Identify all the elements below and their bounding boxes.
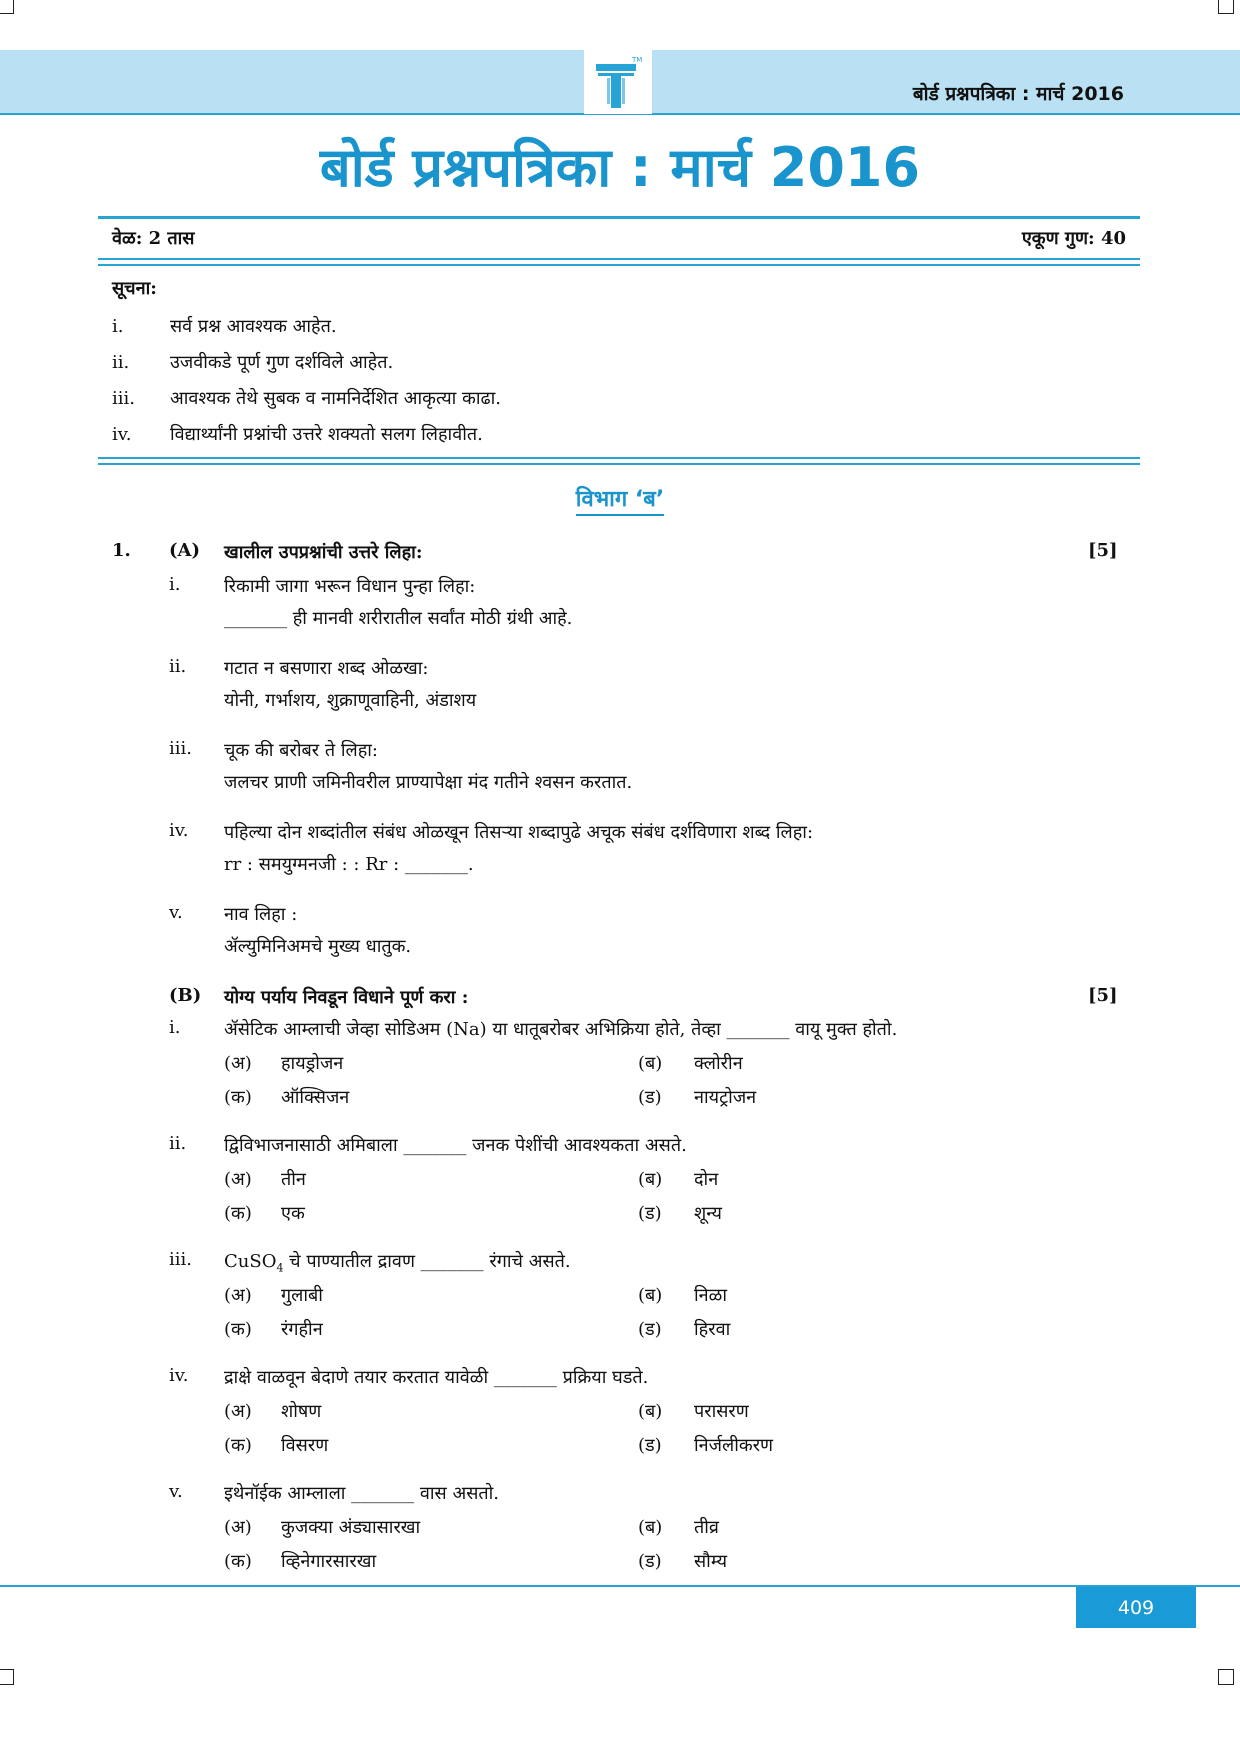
instructions-rule-1 [98,457,1140,459]
a-item-num: iii. [169,738,192,759]
b-item-stem: ॲसेटिक आम्लाची जेव्हा सोडिअम (Na) या धातूबरोबर अभिक्रिया होते, तेव्हा _______ वायू मुक्त होतो. [224,1019,898,1040]
instructions-rule-2 [98,463,1140,465]
option-key: (क) [224,1203,252,1224]
page-title: बोर्ड प्रश्नपत्रिका : मार्च 2016 [319,136,921,199]
a-item-num: ii. [169,656,187,677]
b-item-stem [224,1249,571,1275]
option-key: (ड) [638,1319,662,1340]
option-value: रंगहीन [281,1319,323,1340]
part-a-label: (A) [169,540,200,561]
instruction-item [112,344,1112,380]
option-value: परासरण [694,1401,749,1422]
instruction-text: विद्यार्थ्यांनी प्रश्नांची उत्तरे शक्यतो सलग लिहावीत. [170,424,483,445]
option-value: नायट्रोजन [694,1087,757,1108]
option-value: शून्य [694,1203,722,1224]
crop-mark-bottom-left [0,1669,14,1685]
option-key: (क) [224,1319,252,1340]
meta-rule-top [98,216,1140,219]
time-label: वेळ: 2 तास [112,228,195,249]
option-value: गुलाबी [281,1285,323,1306]
a-item-line2: योनी, गर्भाशय, शुक्राणूवाहिनी, अंडाशय [224,690,477,711]
option-value: व्हिनेगारसारखा [281,1551,377,1572]
option-value: विसरण [281,1435,329,1456]
option-key: (अ) [224,1053,252,1074]
a-item-line1: रिकामी जागा भरून विधान पुन्हा लिहा: [224,576,476,597]
option-value: ऑक्सिजन [281,1087,350,1108]
b-item-num: v. [169,1481,183,1502]
part-b-label: (B) [169,985,202,1006]
instruction-num: ii. [112,351,130,373]
meta-row [112,226,1126,250]
b-item-num: ii. [169,1133,187,1154]
instructions-title: सूचना: [112,278,157,299]
publisher-logo [584,50,652,114]
a-item-line1: गटात न बसणारा शब्द ओळखा: [224,658,429,679]
option-key: (ड) [638,1203,662,1224]
option-value: हिरवा [694,1319,731,1340]
instruction-text: सर्व प्रश्न आवश्यक आहेत. [170,316,337,337]
b-item-num: i. [169,1017,181,1038]
a-item-num: v. [169,902,183,923]
option-key: (क) [224,1551,252,1572]
a-item-line1: पहिल्या दोन शब्दांतील संबंध ओळखून तिसऱ्या शब्दापुढे अचूक संबंध दर्शविणारा शब्द लिहा: [224,822,814,843]
b-item-num: iii. [169,1249,192,1270]
instruction-num: i. [112,315,124,337]
option-value: तीव्र [694,1517,719,1538]
option-key: (क) [224,1435,252,1456]
crop-mark-bottom-right [1218,1669,1234,1685]
meta-rule-bottom-1 [98,258,1140,260]
crop-mark-top-right [1218,0,1234,14]
option-key: (अ) [224,1285,252,1306]
b-item-num: iv. [169,1365,189,1386]
total-marks-label: एकूण गुण: 40 [1021,228,1126,249]
question-number: 1. [112,540,131,561]
option-key: (अ) [224,1169,252,1190]
option-key: (ब) [638,1053,663,1074]
option-key: (ड) [638,1551,662,1572]
section-title-text: विभाग ‘ब’ [576,487,664,516]
a-item-num: iv. [169,820,189,841]
a-item-line2: rr : समयुग्मनजी : : Rr : _______. [224,854,474,875]
option-value: निर्जलीकरण [694,1435,774,1456]
option-key: (क) [224,1087,252,1108]
option-key: (अ) [224,1517,252,1538]
instruction-item [112,380,1112,416]
option-key: (ड) [638,1435,662,1456]
a-item-line2: ॲल्युमिनिअमचे मुख्य धातुक. [224,936,412,957]
footer-rule [0,1585,1240,1587]
a-item-line1: नाव लिहा : [224,904,298,925]
instructions [112,276,1112,452]
a-item-line1: चूक की बरोबर ते लिहा: [224,740,378,761]
option-value: शोषण [281,1401,322,1422]
b-item-stem: इथेनॉईक आम्लाला _______ वास असतो. [224,1483,500,1504]
instruction-text: उजवीकडे पूर्ण गुण दर्शविले आहेत. [170,352,394,373]
option-value: कुजक्या अंड्यासारखा [281,1517,421,1538]
section-title [0,483,1240,513]
stem-formula: CuSO [224,1251,277,1272]
instruction-num: iii. [112,387,135,409]
part-a-heading: खालील उपप्रश्नांची उत्तरे लिहा: [224,542,423,563]
b-item-stem: द्विविभाजनासाठी अमिबाला _______ जनक पेशींची आवश्यकता असते. [224,1135,687,1156]
instruction-text: आवश्यक तेथे सुबक व नामनिर्देशित आकृत्या काढा. [170,388,502,409]
option-key: (ब) [638,1169,663,1190]
option-key: (ब) [638,1401,663,1422]
running-header-title: बोर्ड प्रश्नपत्रिका : मार्च 2016 [912,83,1124,105]
option-value: तीन [281,1169,306,1190]
instruction-num: iv. [112,423,132,445]
page-number: 409 [1076,1587,1196,1628]
option-value: एक [281,1203,305,1224]
meta-rule-bottom-2 [98,264,1140,266]
part-b-marks: [5] [1088,985,1118,1006]
option-value: हायड्रोजन [281,1053,344,1074]
option-value: निळा [694,1285,727,1306]
b-item-stem: द्राक्षे वाळवून बेदाणे तयार करतात यावेळी _______ प्रक्रिया घडते. [224,1367,649,1388]
option-key: (ड) [638,1087,662,1108]
stem-rest: चे पाण्यातील द्रावण _______ रंगाचे असते. [283,1251,571,1272]
option-key: (ब) [638,1285,663,1306]
a-item-num: i. [169,574,181,595]
option-key: (अ) [224,1401,252,1422]
a-item-line2: जलचर प्राणी जमिनीवरील प्राण्यापेक्षा मंद गतीने श्वसन करतात. [224,772,633,793]
option-value: सौम्य [694,1551,728,1572]
instruction-item [112,308,1112,344]
a-item-line2: _______ ही मानवी शरीरातील सर्वांत मोठी ग्रंथी आहे. [224,608,573,629]
stem-formula-subscript: 4 [276,1261,284,1275]
instruction-item [112,416,1112,452]
logo-t-icon [584,50,652,114]
crop-mark-top-left [0,0,14,14]
logo-tm: TM [632,56,643,64]
option-value: क्लोरीन [694,1053,743,1074]
part-a-marks: [5] [1088,540,1118,561]
option-key: (ब) [638,1517,663,1538]
option-value: दोन [694,1169,719,1190]
part-b-heading: योग्य पर्याय निवडून विधाने पूर्ण करा : [224,987,469,1008]
